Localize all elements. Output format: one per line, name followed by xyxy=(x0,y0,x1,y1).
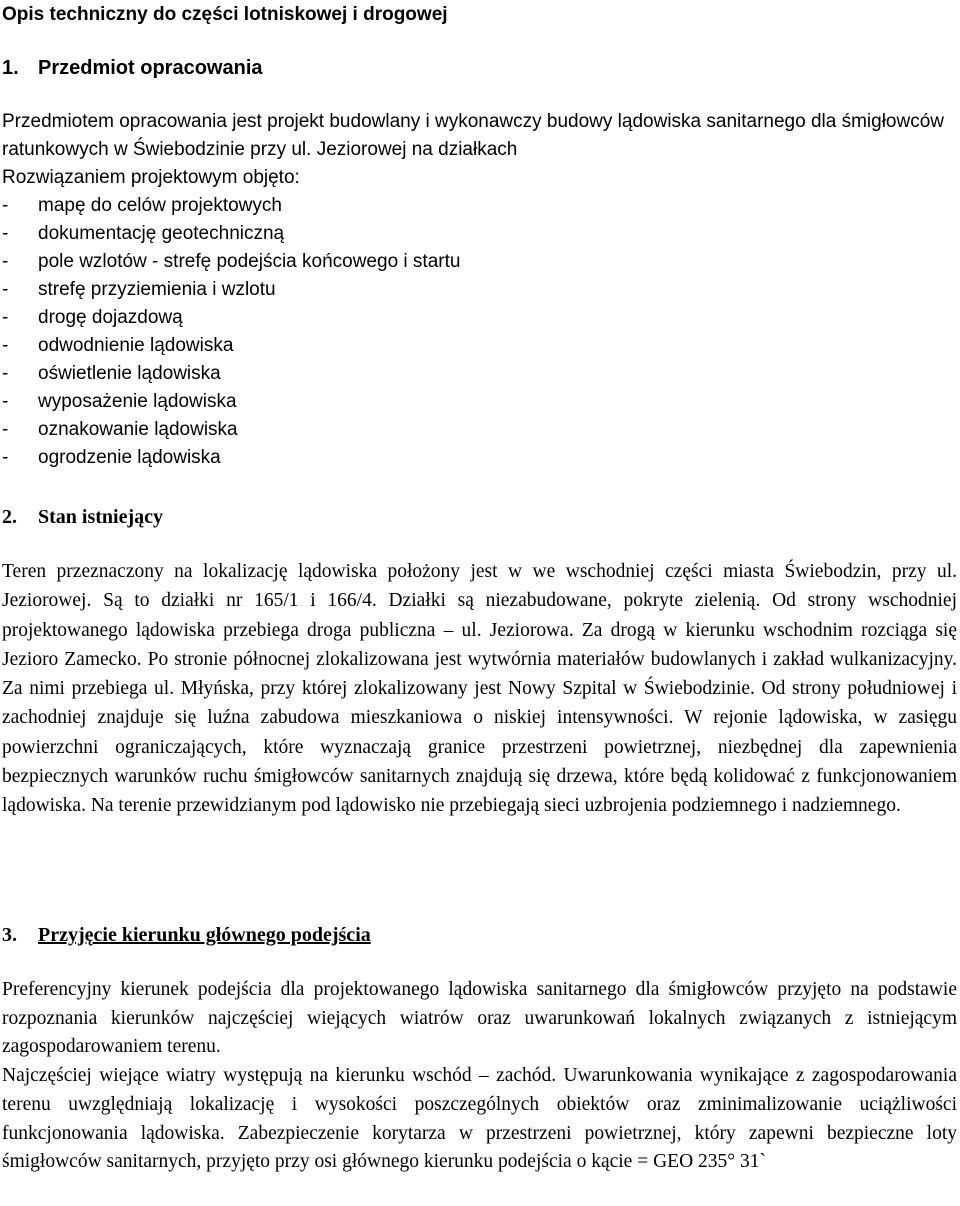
section-3-body xyxy=(2,976,957,1177)
section-3-heading xyxy=(2,922,371,948)
section-2-title: Stan istniejący xyxy=(38,506,163,528)
scope-list xyxy=(2,192,957,472)
section-2-body xyxy=(2,557,957,821)
list-item xyxy=(2,360,957,388)
list-item-text: ogrodzenie lądowiska xyxy=(38,447,221,468)
list-item xyxy=(2,220,957,248)
list-dash: - xyxy=(2,419,9,440)
section-2-heading xyxy=(2,504,163,530)
section-1-heading xyxy=(2,55,263,81)
list-item-text: mapę do celów projektowych xyxy=(38,195,282,216)
list-item-text: wyposażenie lądowiska xyxy=(38,391,237,412)
list-item-text: strefę przyziemienia i wzlotu xyxy=(38,279,276,300)
list-dash: - xyxy=(2,223,9,244)
list-item-text: pole wzlotów - strefę podejścia końcowego i startu xyxy=(38,251,461,272)
list-item-text: oświetlenie lądowiska xyxy=(38,363,221,384)
list-dash: - xyxy=(2,335,9,356)
section-2-paragraph: Teren przeznaczony na lokalizację lądowiska położony jest w we wschodniej części miasta Świebodzin, przy ul. Jeziorowej. Są to działki nr 165/1 i 166/4. Działki są niezabudowane, pokryte zielenią. Od strony wschodniej projektowanego lądowiska przebiega droga publiczna – ul. Jeziorowa. Za drogą w kierunku wschodnim rozciąga się Jezioro Zamecko. Po stronie północnej zlokalizowana jest wytwórnia materiałów budowlanych i zakład wulkanizacyjny. Za nimi przebiega ul. Młyńska, przy której zlokalizowany jest Nowy Szpital w Świebodzinie. Od strony południowej i zachodniej znajduje się luźna zabudowa mieszkaniowa o niskiej intensywności. W rejonie lądowiska, w zasięgu powierzchni ograniczających, które wyznaczają granice przestrzeni powietrznej, niezbędnej dla zapewnienia bezpiecznych warunków ruchu śmigłowców sanitarnych znajdują się drzewa, które będą kolidować z funkcjonowaniem lądowiska. Na terenie przewidzianym pod lądowisko nie przebiegają sieci uzbrojenia podziemnego i nadziemnego. xyxy=(2,561,957,817)
list-dash: - xyxy=(2,391,9,412)
list-item xyxy=(2,304,957,332)
list-item xyxy=(2,416,957,444)
list-item xyxy=(2,248,957,276)
section-3-paragraph-2: Najczęściej wiejące wiatry występują na kierunku wschód – zachód. Uwarunkowania wynikające z zagospodarowania terenu uwzględniają lokalizację i wysokości poszczególnych obiektów oraz zminimalizowanie uciążliwości funkcjonowania lądowiska. Zabezpieczenie korytarza w przestrzeni powietrznej, który zapewni bezpieczne loty śmigłowców sanitarnych, przyjęto przy osi głównego kierunku podejścia o kącie = GEO 235° 31` xyxy=(2,1065,957,1173)
list-item xyxy=(2,444,957,472)
section-3-title: Przyjęcie kierunku głównego podejścia xyxy=(38,924,371,946)
section-2-number: 2. xyxy=(2,506,17,528)
list-item xyxy=(2,332,957,360)
list-item-text: oznakowanie lądowiska xyxy=(38,419,238,440)
list-item xyxy=(2,276,957,304)
section-1-number: 1. xyxy=(2,57,19,79)
list-dash: - xyxy=(2,195,9,216)
section-1-body xyxy=(2,108,957,472)
list-item-text: drogę dojazdową xyxy=(38,307,183,328)
list-item-text: dokumentację geotechniczną xyxy=(38,223,285,244)
section-3-paragraph-1: Preferencyjny kierunek podejścia dla projektowanego lądowiska sanitarnego dla śmigłowców przyjęto na podstawie rozpoznania kierunków najczęściej wiejących wiatrów oraz uwarunkowań lokalnych związanych z istniejącym zagospodarowaniem terenu. xyxy=(2,979,957,1058)
list-dash: - xyxy=(2,363,9,384)
section-1-title: Przedmiot opracowania xyxy=(38,57,263,79)
document-title: Opis techniczny do części lotniskowej i drogowej xyxy=(2,4,448,25)
section-3-number: 3. xyxy=(2,924,17,946)
list-item xyxy=(2,192,957,220)
list-dash: - xyxy=(2,307,9,328)
list-item-text: odwodnienie lądowiska xyxy=(38,335,234,356)
list-dash: - xyxy=(2,447,9,468)
list-item xyxy=(2,388,957,416)
scope-intro: Rozwiązaniem projektowym objęto: xyxy=(2,167,300,188)
list-dash: - xyxy=(2,251,9,272)
section-1-paragraph: Przedmiotem opracowania jest projekt budowlany i wykonawczy budowy lądowiska sanitarnego dla śmigłowców ratunkowych w Świebodzinie przy ul. Jeziorowej na działkach xyxy=(2,111,945,160)
list-dash: - xyxy=(2,279,9,300)
